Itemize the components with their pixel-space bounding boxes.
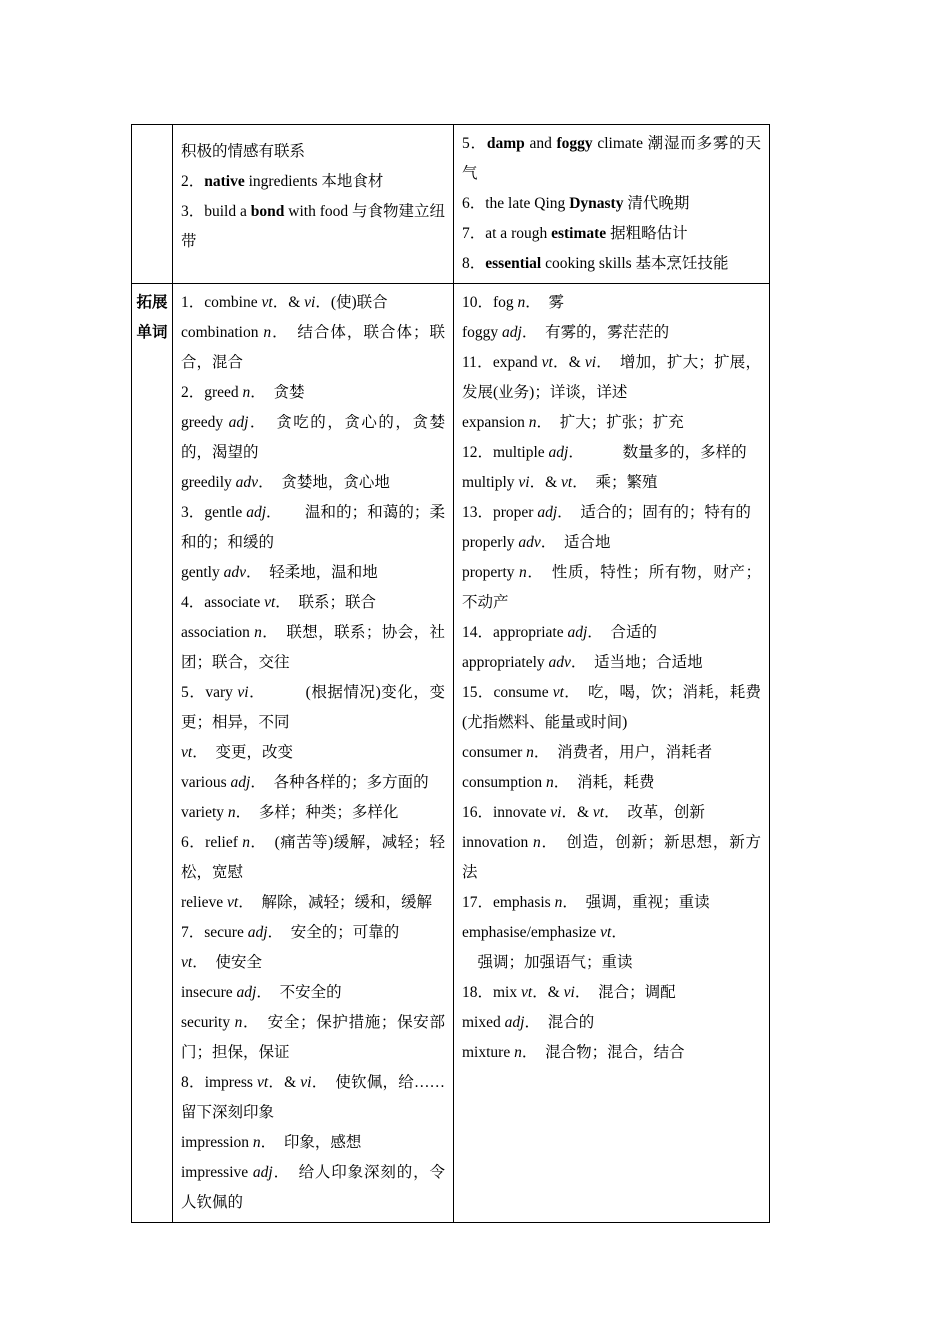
word: 10．fog [462,294,518,311]
word: 2．greed [181,384,243,401]
part-of-speech: adj [548,444,569,461]
definition: ． 适合的；固有的；特有的 [557,504,751,521]
definition: ． 安全；保护措施；保安部门；担保，保证 [181,1014,445,1061]
word-entry [181,318,445,378]
part-of-speech: vt [181,744,193,761]
part-of-speech: vt [181,954,193,971]
part-of-speech: vi [304,294,316,311]
word: 6．relief [181,834,243,851]
word-entry [462,648,761,678]
word: ．& [268,1074,301,1091]
continued-phrase-line: 积极的情感有联系 [181,143,306,160]
definition: ． 混合；调配 [574,984,676,1001]
word-entry [462,828,761,888]
word-entry [462,1038,761,1068]
word: ．& [529,474,562,491]
part-of-speech: n [545,774,554,791]
word: 14．appropriate [462,624,568,641]
part-of-speech: adv [235,474,259,491]
definition: ． 安全的；可靠的 [267,924,400,941]
definition: ． 雾 [525,294,565,311]
definition: ． 贪婪 [250,384,305,401]
part-of-speech: vt [227,894,239,911]
definition: ． 使安全 [192,954,262,971]
word-entry [181,468,445,498]
word: innovation [462,834,533,851]
part-of-speech: n [528,414,537,431]
part-of-speech: adv [548,654,571,671]
word: greedy [181,414,229,431]
part-of-speech: vi [518,474,530,491]
definition: ． 温和的；和蔼的；柔和的；和缓的 [181,504,445,551]
phrases-cell-right [454,125,770,284]
word-entry [462,1008,761,1038]
word-entry [462,348,761,408]
word-entry [181,408,445,468]
phrase-item-5: 5．damp and foggy climate 潮湿而多雾的天气 [462,135,761,182]
definition: ． 印象，感想 [260,1134,362,1151]
definition: ． (根据情况)变化，变更；相异，不同 [181,684,445,731]
word: ．& [532,984,564,1001]
word-entry [181,378,445,408]
definition: ．(使)联合 [315,294,388,311]
part-of-speech: vt [521,984,533,1001]
phrase-item-8: 8．essential cooking skills 基本烹饪技能 [462,255,729,272]
word-entry [181,978,445,1008]
word: 16．innovate [462,804,551,821]
definition: ． 消费者，用户，消耗者 [533,744,713,761]
word: appropriately [462,654,549,671]
part-of-speech: vt [261,294,273,311]
definition: ． 合适的 [587,624,658,641]
word-entry [462,408,761,438]
word: 17．emphasis [462,894,555,911]
definition: ． 各种各样的；多方面的 [250,774,429,791]
word-entry [462,768,761,798]
word-entry [181,588,445,618]
word: mixed [462,1014,505,1031]
word: multiply [462,474,519,491]
word: foggy [462,324,503,341]
part-of-speech: adj [567,624,588,641]
word: ．& [272,294,305,311]
definition: ． 乘；繁殖 [572,474,658,491]
word: variety [181,804,228,821]
word-entry [462,888,761,918]
word: ．& [561,804,593,821]
phrase-item-7: 7．at a rough estimate 据粗略估计 [462,225,688,242]
word-entry [462,468,761,498]
word-entry [181,558,445,588]
definition: ． 扩大；扩张；扩充 [536,414,684,431]
word-entry [462,948,761,978]
word: 3．gentle [181,504,247,521]
word-entry [181,1128,445,1158]
word: 11．expand [462,354,542,371]
word-entry [462,618,761,648]
word-entry [462,978,761,1008]
word: emphasise/emphasize [462,924,601,941]
part-of-speech: n [254,624,262,641]
word-entry [181,498,445,558]
definition: ． 联系；联合 [275,594,377,611]
definition: ． 联想，联系；协会，社团；联合，交往 [181,624,445,671]
part-of-speech: n [242,384,251,401]
word-entry [462,798,761,828]
definition: ． 适当地；合适地 [570,654,703,671]
part-of-speech: vt [257,1074,269,1091]
word-entry [181,768,445,798]
words-cell-left [173,284,454,1223]
definition: ． 创造，创新；新思想，新方法 [462,834,761,881]
definition: ． 性质，特性；所有物，财产；不动产 [462,564,761,611]
definition: ． 贪婪地，贪心地 [258,474,390,491]
part-of-speech: adj [236,984,257,1001]
word: 1．combine [181,294,262,311]
word-entry [181,948,445,978]
word: 8．impress [181,1074,258,1091]
definition: ． 强调，重视；重读 [562,894,710,911]
word: properly [462,534,519,551]
word: various [181,774,231,791]
word: gently [181,564,224,581]
phrase-item-6: 6．the late Qing Dynasty 清代晚期 [462,195,690,212]
definition: ． 结合体，联合体；联合，混合 [181,324,445,371]
word: 13．proper [462,504,538,521]
word: impression [181,1134,253,1151]
word: insecure [181,984,237,1001]
part-of-speech: vi [300,1074,312,1091]
word: ．& [552,354,585,371]
word: 18．mix [462,984,521,1001]
part-of-speech: vt [552,684,564,701]
part-of-speech: adj [537,504,558,521]
part-of-speech: adj [228,414,249,431]
part-of-speech: adj [504,1014,525,1031]
definition: ． 数量多的，多样的 [568,444,747,461]
part-of-speech: n [263,324,272,341]
word: 5．vary [181,684,238,701]
definition: ． 改革，创新 [604,804,705,821]
word-entry [462,438,761,468]
part-of-speech: n [227,804,236,821]
words-cell-right [454,284,770,1223]
definition: ． [611,924,627,941]
word: 7．secure [181,924,248,941]
word-entry [181,738,445,768]
definition: ． 轻柔地，温和地 [246,564,378,581]
word: relieve [181,894,228,911]
definition: ． 吃，喝，饮；消耗，耗费(尤指燃料、能量或时间) [462,684,761,731]
word: security [181,1014,235,1031]
word: 4．associate [181,594,265,611]
part-of-speech: adj [502,324,522,341]
word: association [181,624,255,641]
part-of-speech: n [242,834,250,851]
definition: ． 混合的 [524,1014,595,1031]
word: mixture [462,1044,515,1061]
part-of-speech: vt [541,354,553,371]
definition: ． 贪吃的，贪心的，贪婪的，渴望的 [181,414,445,461]
part-of-speech: n [526,744,534,761]
phrases-cell-left [173,125,454,284]
part-of-speech: n [514,1044,522,1061]
part-of-speech: n [519,564,527,581]
word-entry [181,888,445,918]
word-entry [181,288,445,318]
word-entry [462,678,761,738]
definition: ． 不安全的 [256,984,342,1001]
definition: ． (痛苦等)缓解，减轻；轻松，宽慰 [181,834,446,881]
row-label-empty [132,125,173,284]
word-entry [462,498,761,528]
part-of-speech: adv [518,534,541,551]
definition: ． 变更，改变 [192,744,293,761]
word-entry [181,618,445,678]
word: greedily [181,474,236,491]
word-entry [181,678,445,738]
table-row-phrases [132,125,770,284]
part-of-speech: adj [246,504,266,521]
word-entry [181,798,445,828]
word-entry [462,288,761,318]
part-of-speech: n [554,894,563,911]
part-of-speech: adj [252,1164,273,1181]
part-of-speech: vt [264,594,276,611]
word: property [462,564,520,581]
word: combination [181,324,264,341]
word: 12．multiple [462,444,549,461]
part-of-speech: adj [247,924,268,941]
part-of-speech: n [532,834,541,851]
definition: ． 给人印象深刻的，令人钦佩的 [181,1164,445,1211]
word: impressive [181,1164,253,1181]
definition: 强调；加强语气；重读 [462,954,633,971]
phrase-item-3: 3．build a bond with food 与食物建立纽带 [181,203,446,250]
word-entry [462,918,761,948]
part-of-speech: adj [230,774,251,791]
vocabulary-table [131,124,770,1223]
word-entry [181,1158,445,1218]
definition: ． 有雾的，雾茫茫的 [521,324,670,341]
part-of-speech: n [234,1014,243,1031]
definition: ． 解除，减轻；缓和，缓解 [238,894,432,911]
part-of-speech: n [517,294,526,311]
word: expansion [462,414,529,431]
word-entry [462,528,761,558]
word: 15．consume [462,684,553,701]
word-entry [462,318,761,348]
word: consumer [462,744,527,761]
definition: ． 增加，扩大；扩展，发展(业务)；详谈，详述 [462,354,761,401]
part-of-speech: vt [592,804,605,821]
word-entry [181,918,445,948]
part-of-speech: adv [223,564,247,581]
phrase-item-2: 2．native ingredients 本地食材 [181,173,384,190]
part-of-speech: vi [584,354,597,371]
part-of-speech: vt [600,924,612,941]
word: consumption [462,774,546,791]
word-entry [462,738,761,768]
part-of-speech: vi [237,684,249,701]
definition: ． 使钦佩，给……留下深刻印象 [181,1074,445,1121]
section-label: 拓展单词 [132,284,173,1223]
definition: ． 多样；种类；多样化 [235,804,399,821]
word-entry [181,1008,445,1068]
word-entry [181,1068,445,1128]
word-entry [181,828,445,888]
definition: ． 消耗，耗费 [553,774,655,791]
part-of-speech: vi [563,984,575,1001]
part-of-speech: n [252,1134,261,1151]
table-row-extended-words [132,284,770,1223]
word-entry [462,558,761,618]
part-of-speech: vi [550,804,562,821]
definition: ． 混合物；混合，结合 [521,1044,685,1061]
part-of-speech: vt [561,474,573,491]
definition: ． 适合地 [540,534,611,551]
